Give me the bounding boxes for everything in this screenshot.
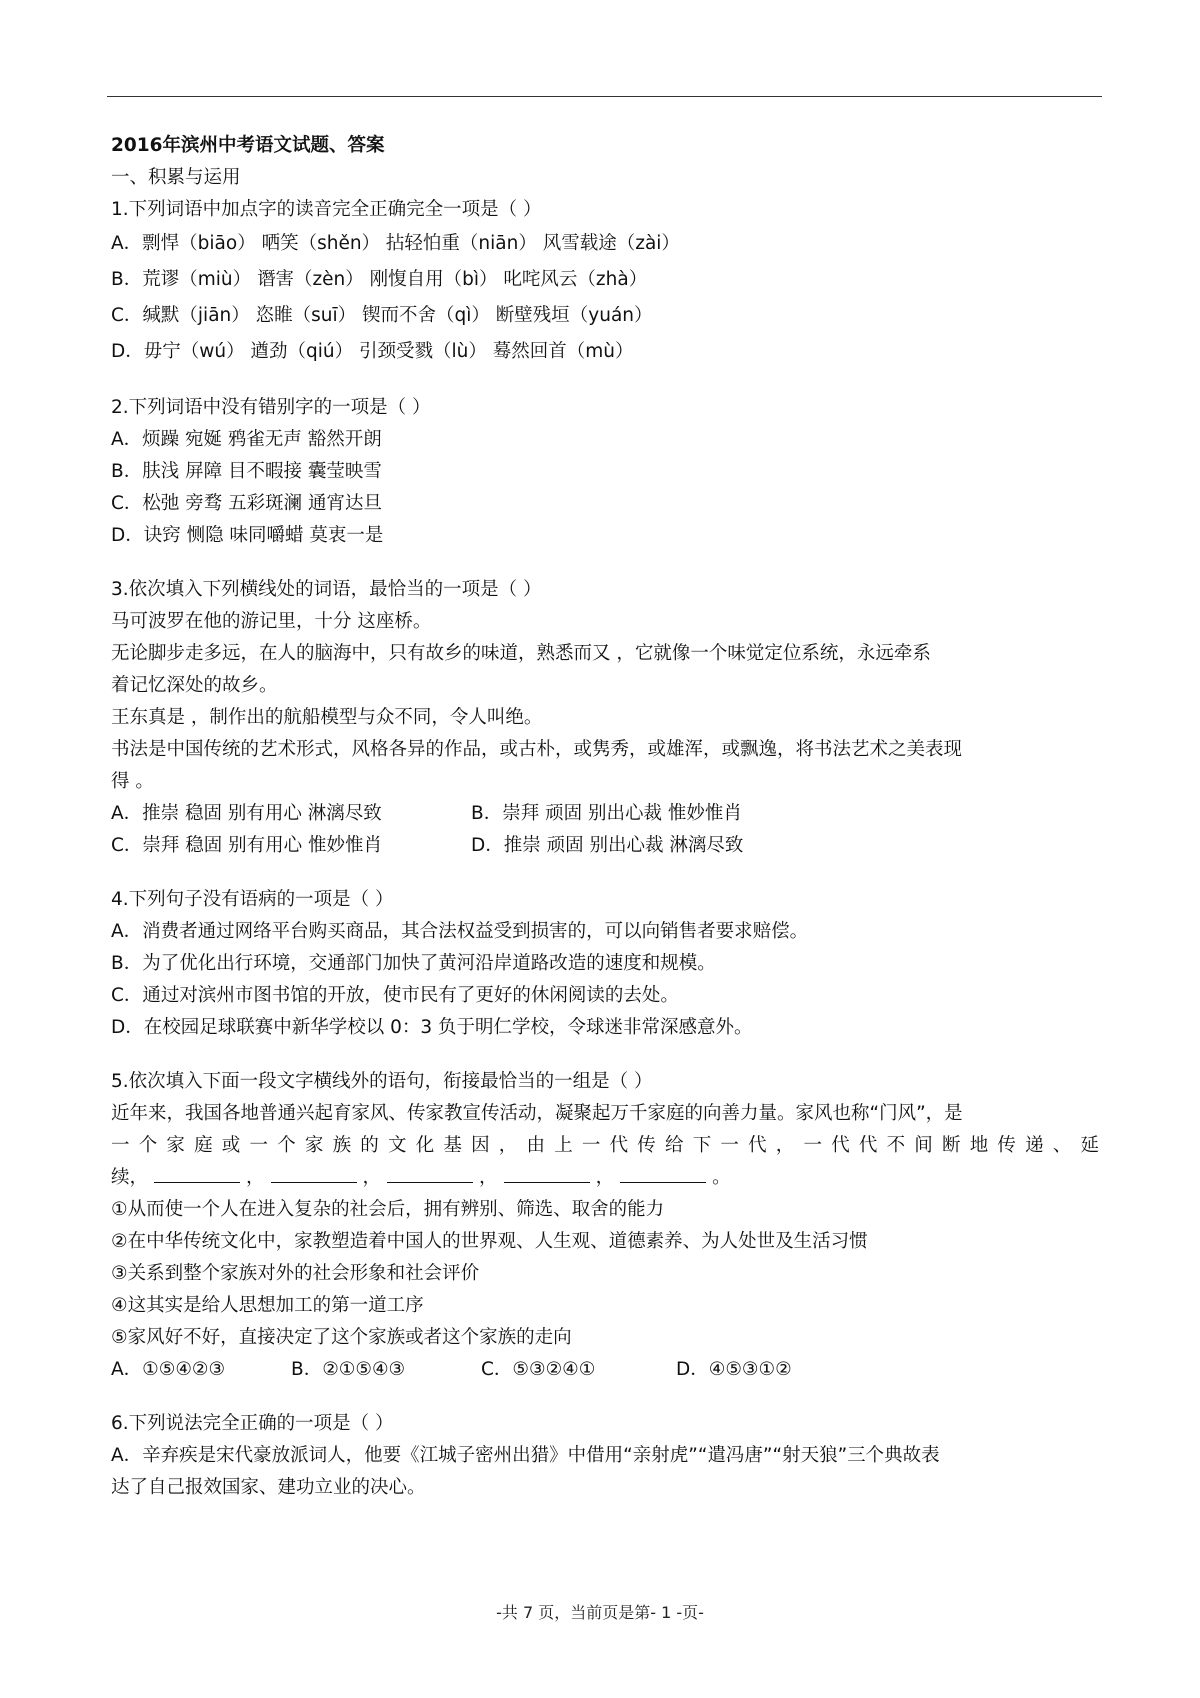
- q6-option-a-line-1: A．辛弃疾是宋代豪放派词人，他要《江城子密州出猎》中借用“亲射虎”“遣冯唐”“射天狼”三个典故表: [111, 1445, 940, 1466]
- q3-option-c: C．崇拜 稳固 别有用心 惟妙惟肖: [111, 835, 383, 856]
- q5-item-4: ④这其实是给人思想加工的第一道工序: [111, 1295, 424, 1316]
- q5-stem: 5.依次填入下面一段文字横线外的语句，衔接最恰当的一组是（ ）: [111, 1071, 653, 1092]
- q3-option-d: D．推崇 顽固 别出心裁 淋漓尽致: [471, 835, 744, 856]
- q2-option-c: C．松弛 旁骛 五彩斑澜 通宵达旦: [111, 493, 383, 514]
- q4-stem: 4.下列句子没有语病的一项是（ ）: [111, 889, 394, 910]
- q5-option-a: A．①⑤④②③: [111, 1359, 226, 1380]
- q5-item-5: ⑤家风好不好，直接决定了这个家族或者这个家族的走向: [111, 1327, 572, 1348]
- q1-option-c: C．缄默（jiān） 恣睢（suī） 锲而不舍（qì） 断壁残垣（yuán）: [111, 305, 653, 326]
- q1-option-a: A．剽悍（biāo） 哂笑（shěn） 拈轻怕重（niān） 风雪载途（zài）: [111, 233, 680, 254]
- q5-blank-3: [387, 1162, 473, 1183]
- q1-option-b: B．荒谬（miù） 谮害（zèn） 刚愎自用（bì） 叱咤风云（zhà）: [111, 269, 648, 290]
- q5-passage-1: 近年来，我国各地普通兴起育家风、传家教宣传活动，凝聚起万千家庭的向善力量。家风也称“门风”，是: [111, 1103, 963, 1124]
- q3-sentence-2a: 无论脚步走多远，在人的脑海中，只有故乡的味道，熟悉而又 ，它就像一个味觉定位系统，永远牵系: [111, 643, 931, 664]
- q4-option-d: D．在校园足球联赛中新华学校以 0：3 负于明仁学校，令球迷非常深感意外。: [111, 1017, 753, 1038]
- exam-title: 2016年滨州中考语文试题、答案: [111, 135, 385, 156]
- q5-passage-2: 一个家庭或一个家族的文化基因，由上一代传给下一代，一代代不间断地传递、延: [111, 1135, 1101, 1156]
- q6-option-a-line-2: 达了自己报效国家、建功立业的决心。: [111, 1477, 426, 1498]
- q1-option-d: D．毋宁（wú） 遒劲（qiú） 引颈受戮（lù） 蓦然回首（mù）: [111, 341, 634, 362]
- q1-stem: 1.下列词语中加点字的读音完全正确完全一项是（ ）: [111, 199, 542, 220]
- q3-option-b: B．崇拜 顽固 别出心裁 惟妙惟肖: [471, 803, 742, 824]
- q5-sep-3: ，: [479, 1167, 498, 1188]
- q5-passage-3-prefix: 续，: [111, 1167, 149, 1188]
- q5-option-b: B．②①⑤④③: [291, 1359, 406, 1380]
- q3-sentence-2b: 着记忆深处的故乡。: [111, 675, 278, 696]
- exam-content: [111, 130, 1101, 1504]
- q5-sep-4: ，: [595, 1167, 615, 1188]
- q3-sentence-4b: 得 。: [111, 771, 154, 792]
- q5-blank-1: [154, 1162, 240, 1183]
- q5-item-3: ③关系到整个家族对外的社会形象和社会评价: [111, 1263, 480, 1284]
- section-heading: 一、积累与运用: [111, 167, 241, 188]
- q5-option-d: D．④⑤③①②: [676, 1359, 792, 1380]
- q3-option-a: A．推崇 稳固 别有用心 淋漓尽致: [111, 803, 382, 824]
- q3-options-row-1: [111, 798, 1101, 830]
- q3-sentence-3: 王东真是 ，制作出的航船模型与众不同，令人叫绝。: [111, 707, 543, 728]
- q4-option-a: A．消费者通过网络平台购买商品，其合法权益受到损害的，可以向销售者要求赔偿。: [111, 921, 809, 942]
- header-rule: [107, 96, 1102, 97]
- q4-option-c: C．通过对滨州市图书馆的开放，使市民有了更好的休闲阅读的去处。: [111, 985, 679, 1006]
- q5-blank-4: [504, 1162, 590, 1183]
- q3-stem: 3.依次填入下列横线处的词语，最恰当的一项是（ ）: [111, 579, 542, 600]
- q5-blank-5: [620, 1162, 706, 1183]
- q5-item-2: ②在中华传统文化中，家教塑造着中国人的世界观、人生观、道德素养、为人处世及生活习惯: [111, 1231, 868, 1252]
- q2-option-a: A．烦躁 宛娫 鸦雀无声 豁然开朗: [111, 429, 382, 450]
- q5-sep-2: ，: [362, 1167, 382, 1188]
- q5-options: [111, 1354, 1101, 1386]
- q5-item-1: ①从而使一个人在进入复杂的社会后，拥有辨别、筛选、取舍的能力: [111, 1199, 665, 1220]
- q2-option-b: B．肤浅 屏障 目不暇接 囊莹映雪: [111, 461, 382, 482]
- q2-option-d: D．诀窍 恻隐 味同嚼蜡 莫衷一是: [111, 525, 384, 546]
- q5-passage-3: [111, 1162, 1101, 1194]
- q5-option-c: C．⑤③②④①: [481, 1359, 596, 1380]
- q5-sep-1: ，: [246, 1167, 265, 1188]
- q2-stem: 2.下列词语中没有错别字的一项是（ ）: [111, 397, 431, 418]
- q3-sentence-4a: 书法是中国传统的艺术形式，风格各异的作品，或古朴，或隽秀，或雄浑，或飘逸，将书法艺术之美表现: [111, 739, 963, 760]
- q5-blank-2: [271, 1162, 357, 1183]
- q3-sentence-1: 马可波罗在他的游记里，十分 这座桥。: [111, 611, 432, 632]
- q4-option-b: B．为了优化出行环境，交通部门加快了黄河沿岸道路改造的速度和规模。: [111, 953, 716, 974]
- page-footer: -共 7 页，当前页是第- 1 -页-: [496, 1603, 704, 1622]
- q6-stem: 6.下列说法完全正确的一项是（ ）: [111, 1413, 394, 1434]
- q5-end: 。: [712, 1167, 731, 1188]
- q3-options-row-2: [111, 830, 1101, 862]
